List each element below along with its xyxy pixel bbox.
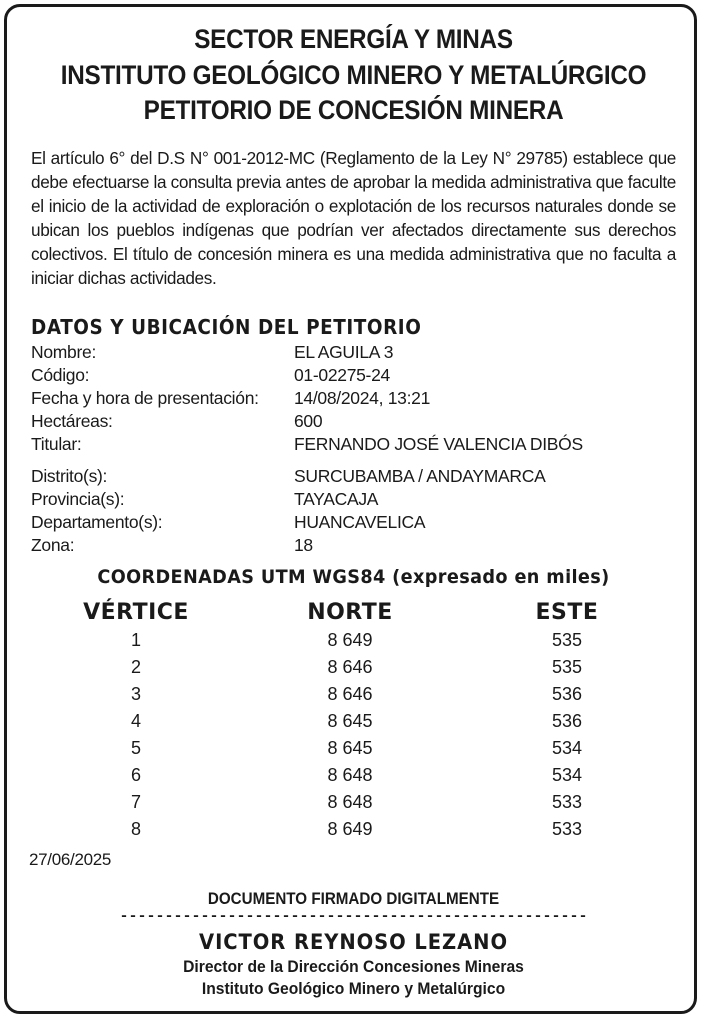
column-header-east: ESTE (535, 600, 599, 625)
signer-name: VICTOR REYNOSO LEZANO (199, 930, 508, 954)
header-sector: SECTOR ENERGÍA Y MINAS (194, 24, 513, 54)
vertex-cell: 5 (130, 738, 141, 758)
north-cell: 8 649 (327, 819, 373, 839)
signer-role: Director de la Dirección Concesiones Mineras (183, 957, 524, 976)
east-cell: 533 (551, 792, 583, 812)
field-value: FERNANDO JOSÉ VALENCIA DIBÓS (294, 434, 583, 454)
east-cell: 536 (551, 711, 583, 731)
coordinates-title: COORDENADAS UTM WGS84 (expresado en miles) (97, 566, 610, 588)
field-label: Provincia(s): (31, 489, 125, 509)
east-cell: 536 (551, 684, 583, 704)
document-date: 27/06/2025 (29, 850, 112, 869)
north-cell: 8 649 (327, 630, 373, 650)
north-cell: 8 645 (327, 711, 373, 731)
field-value: 18 (294, 535, 313, 555)
signature-line: ---------------------------------------------------- (119, 908, 588, 925)
vertex-cell: 8 (130, 819, 141, 839)
column-header-north: NORTE (307, 600, 393, 625)
field-value: TAYACAJA (294, 489, 379, 509)
field-label: Hectáreas: (31, 411, 113, 431)
section-title: DATOS Y UBICACIÓN DEL PETITORIO (31, 315, 422, 339)
field-label: Código: (31, 365, 90, 385)
header-petition: PETITORIO DE CONCESIÓN MINERA (143, 95, 564, 125)
north-cell: 8 645 (327, 738, 373, 758)
east-cell: 533 (551, 819, 583, 839)
vertex-cell: 2 (130, 657, 141, 677)
vertex-cell: 3 (130, 684, 141, 704)
field-label: Distrito(s): (31, 466, 108, 486)
field-label: Titular: (31, 434, 82, 454)
header-institute: INSTITUTO GEOLÓGICO MINERO Y METALÚRGICO (60, 60, 647, 90)
vertex-cell: 7 (130, 792, 141, 812)
intro-paragraph: El artículo 6° del D.S N° 001-2012-MC (Reglamento de la Ley N° 29785) establece que debe efectuarse la consulta previa antes de aprobar la medida administrativa que faculte el inicio de la actividad de exploración o explotación de los recursos naturales donde se ubican los pueblos indígenas que podrían ver afectados directamente sus derechos colectivos. El título de concesión minera es una medida administrativa que no faculta a iniciar dichas actividades. (31, 148, 676, 288)
north-cell: 8 648 (327, 792, 373, 812)
field-label: Zona: (31, 535, 75, 555)
vertex-cell: 6 (130, 765, 141, 785)
field-value: 01-02275-24 (294, 365, 390, 385)
field-label: Fecha y hora de presentación: (31, 388, 259, 408)
north-cell: 8 648 (327, 765, 373, 785)
vertex-cell: 1 (130, 630, 141, 650)
field-value: EL AGUILA 3 (294, 342, 394, 362)
east-cell: 534 (551, 765, 583, 785)
field-label: Departamento(s): (31, 512, 163, 532)
east-cell: 535 (551, 630, 583, 650)
east-cell: 534 (551, 738, 583, 758)
field-value: 14/08/2024, 13:21 (294, 388, 431, 408)
north-cell: 8 646 (327, 684, 373, 704)
signer-institution: Instituto Geológico Minero y Metalúrgico (201, 979, 506, 998)
vertex-cell: 4 (130, 711, 141, 731)
field-value: HUANCAVELICA (294, 512, 426, 532)
field-value: 600 (294, 411, 323, 431)
digital-signature-label: DOCUMENTO FIRMADO DIGITALMENTE (207, 890, 500, 908)
field-label: Nombre: (31, 342, 97, 362)
column-header-vertex: VÉRTICE (83, 600, 189, 625)
field-value: SURCUBAMBA / ANDAYMARCA (294, 466, 546, 486)
north-cell: 8 646 (327, 657, 373, 677)
east-cell: 535 (551, 657, 583, 677)
